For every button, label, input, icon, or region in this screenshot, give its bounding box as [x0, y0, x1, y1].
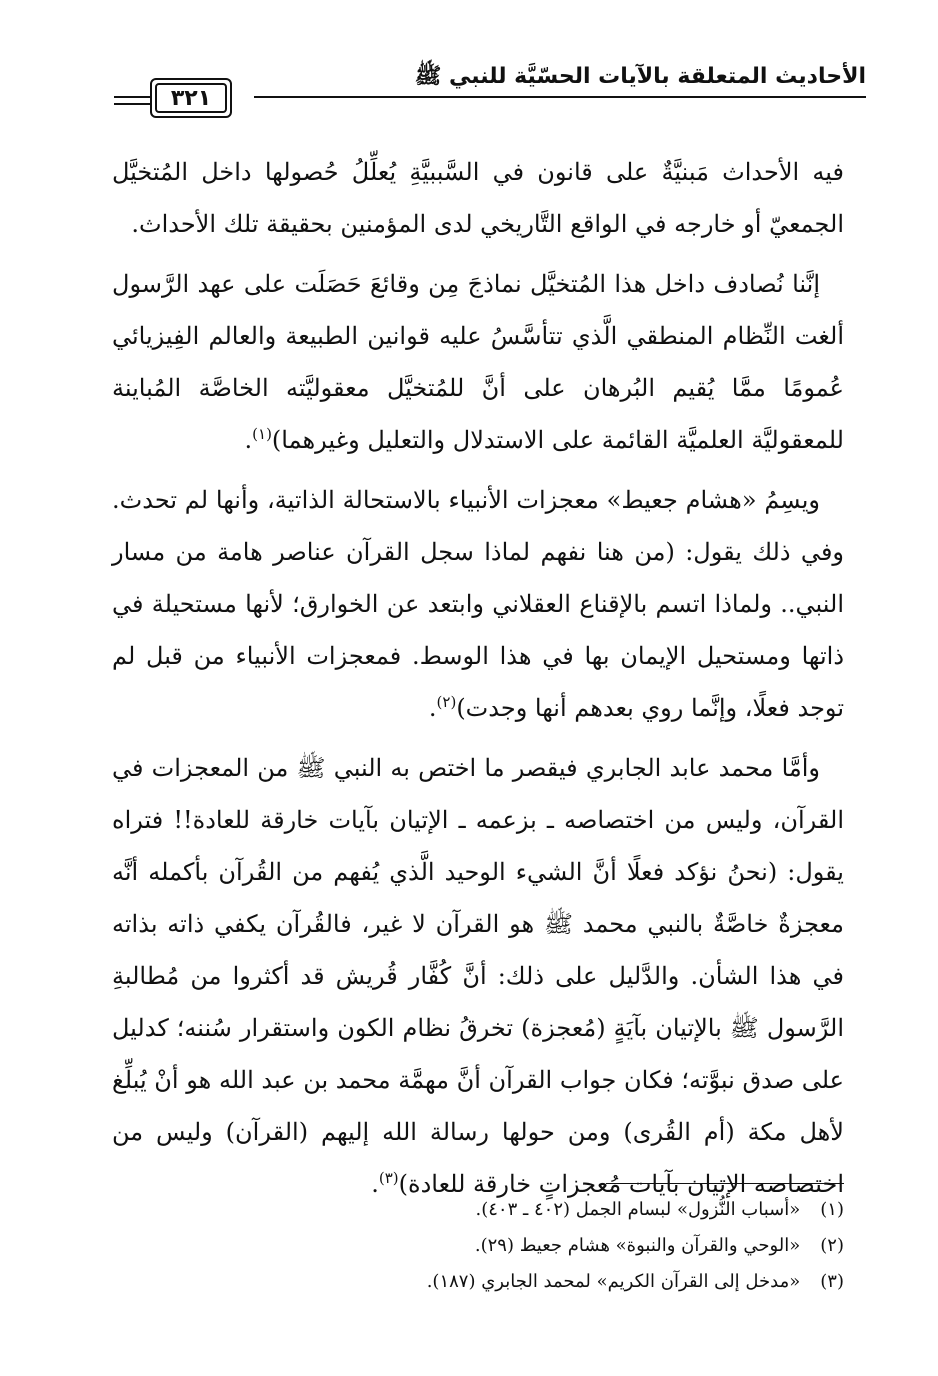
paragraph-3: [112, 474, 844, 734]
header-rule: [254, 96, 866, 98]
footnotes: [144, 1192, 844, 1300]
paragraph-1: [112, 146, 844, 250]
paragraph-2: [112, 258, 844, 466]
footnote-ref-1[interactable]: (١): [252, 425, 272, 443]
footnote-text: «مدخل إلى القرآن الكريم» لمحمد الجابري (١٨٧).: [426, 1271, 801, 1292]
footnote-number: (٢): [820, 1235, 844, 1256]
paragraph-tail: .: [371, 1170, 379, 1198]
paragraph-text: فيه الأحداث مَبنيَّةٌ على قانون في السَّببيَّةِ يُعلِّلُ حُصولها داخل المُتخيَّل الجمعيّ أو خارجه في الواقع التَّاريخي لدى المؤمنين بحقيقة تلك الأحداث.: [112, 158, 844, 238]
header-rule-left-top: [114, 96, 150, 98]
footnote-separator: [606, 1183, 844, 1184]
paragraph-text: إنَّنا نُصادف داخل هذا المُتخيَّل نماذجَ مِن وقائعَ حَصَلَت على عهد الرَّسول ألغت النِّظام المنطقي الَّذي تتأسَّسُ عليه قوانين الطبيعة والعالم الفِيزيائي عُمومًا ممَّا يُقيم البُرهان على أنَّ للمُتخيَّل معقوليَّته الخاصَّة المُباينة للمعقوليَّة العلميَّة القائمة على الاستدلال والتعليل وغيرهما): [112, 270, 844, 454]
header-rule-left-bottom: [114, 103, 150, 105]
footnote-number: (٣): [820, 1271, 844, 1292]
footnote-text: «أسباب النُّزول» لبسام الجمل (٤٠٢ ـ ٤٠٣).: [475, 1199, 801, 1220]
main-text: [112, 146, 844, 1218]
paragraph-4: [112, 742, 844, 1210]
footnote-2: [144, 1228, 844, 1264]
footnote-ref-2[interactable]: (٢): [436, 693, 457, 711]
paragraph-tail: .: [244, 426, 253, 454]
paragraph-text: وأمَّا محمد عابد الجابري فيقصر ما اختص به النبي ﷺ من المعجزات في القرآن، وليس من اختصاصه ـ بزعمه ـ الإتيان بآيات خارقة للعادة!! فتراه يقول: (نحنُ نؤكد فعلًا أنَّ الشيء الوحيد الَّذي يُفهم من القُرآن بأكمله أنَّه معجزةٌ خاصَّةٌ بالنبي محمد ﷺ هو القرآن لا غير، فالقُرآن يكفي ذاته بذاته في هذا الشأن. والدَّليل على ذلك: أنَّ كُفَّار قُريش قد أكثروا من مُطالبةِ الرَّسول ﷺ بالإتيان بآيَةٍ (مُعجزة) تخرقُ نظام الكون واستقرار سُننه؛ كدليل على صدق نبوَّته؛ فكان جواب القرآن أنَّ مهمَّة محمد بن عبد الله هو أنْ يُبلِّغ لأهل مكة (أم القُرى) ومن حولها رسالة الله إليهم (القرآن) وليس من اختصاصه الإتيان بآيات مُعجزاتٍ خارقة للعادة): [112, 754, 844, 1198]
footnote-3: [144, 1264, 844, 1300]
footnote-1: [144, 1192, 844, 1228]
paragraph-text: ويسِمُ «هشام جعيط» معجزات الأنبياء بالاستحالة الذاتية، وأنها لم تحدث. وفي ذلك يقول: (من هنا نفهم لماذا سجل القرآن عناصر هامة من مسار النبي.. ولماذا اتسم بالإقناع العقلاني وابتعد عن الخوارق؛ لأنها مستحيلة في ذاتها ومستحيل الإيمان بها في هذا الوسط. فمعجزات الأنبياء من قبل لم توجد فعلًا، وإنَّما روي بعدهم أنها وجدت): [112, 486, 845, 722]
page-number: ٣٢١: [155, 83, 227, 113]
footnote-number: (١): [820, 1199, 844, 1220]
paragraph-tail: .: [428, 694, 437, 722]
page-number-frame: [150, 78, 232, 118]
footnote-text: «الوحي والقرآن والنبوة» هشام جعيط (٢٩).: [474, 1235, 801, 1256]
running-title: الأحاديث المتعلقة بالآيات الحسّيَّة للنبي ﷺ: [414, 64, 866, 89]
footnote-ref-3[interactable]: (٣): [378, 1169, 399, 1187]
